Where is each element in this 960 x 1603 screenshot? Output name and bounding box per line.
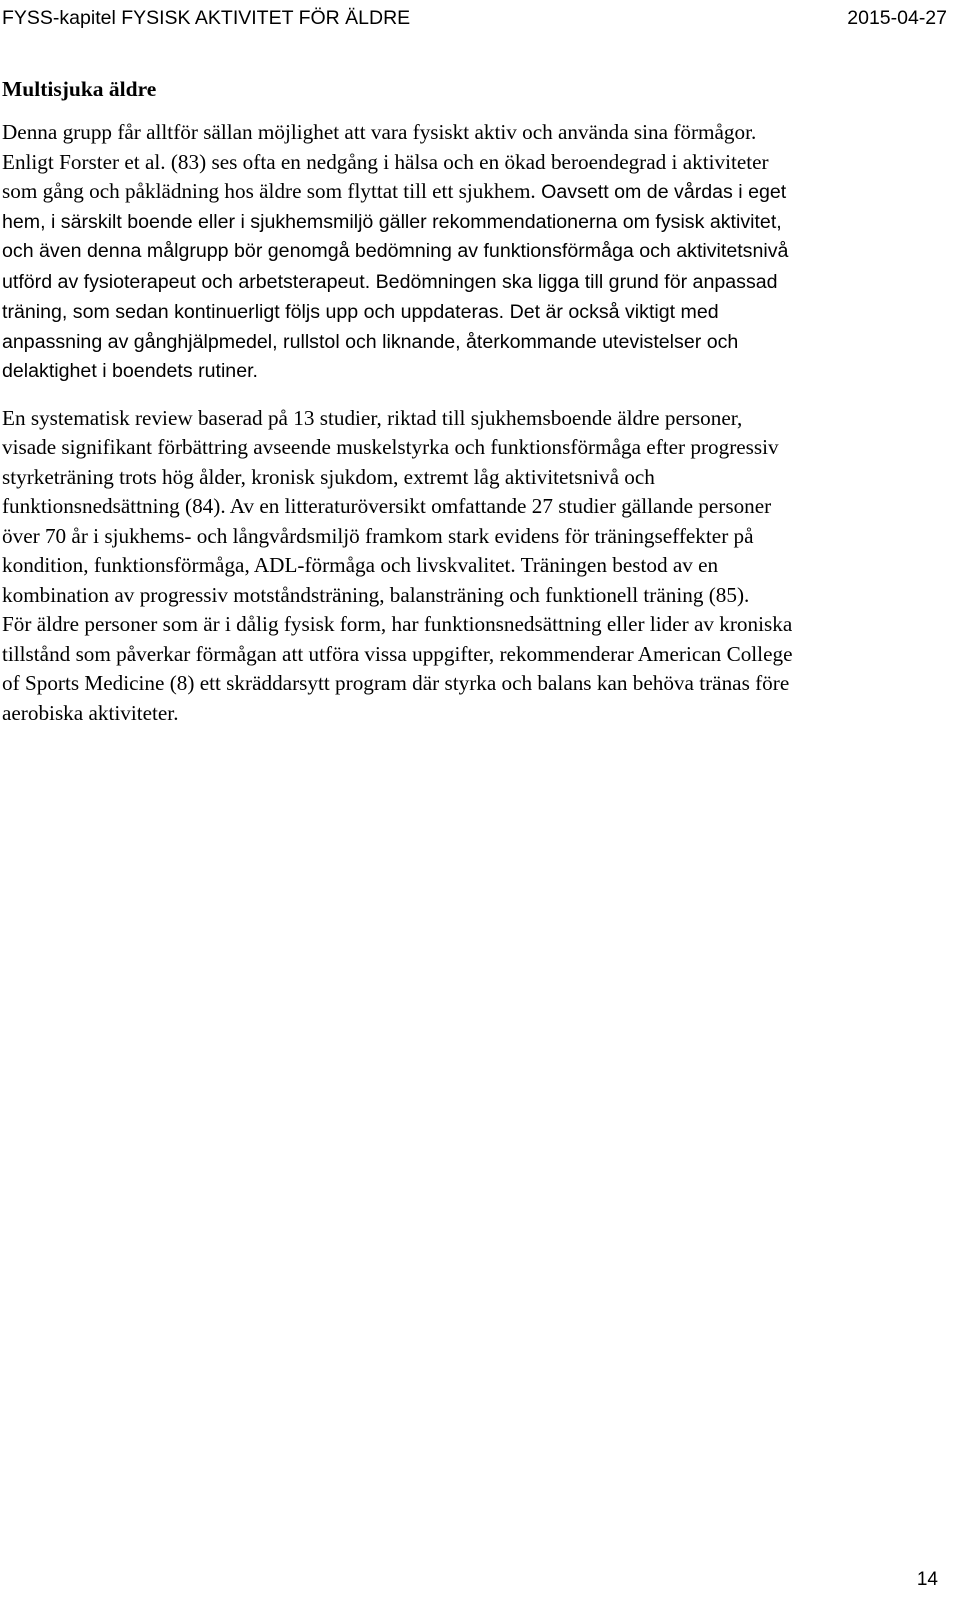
text-line: kondition, funktionsförmåga, ADL-förmåga och livskvalitet. Träningen bestod av en	[2, 553, 719, 577]
text-line: styrketräning trots hög ålder, kronisk sjukdom, extremt låg aktivitetsnivå och	[2, 464, 655, 489]
text-line: delaktighet i boendets rutiner.	[2, 360, 258, 382]
text-line: För äldre personer som är i dålig fysisk form, har funktionsnedsättning eller lider av kroniska	[2, 612, 793, 636]
text-line: tillstånd som påverkar förmågan att utföra vissa uppgifter, rekommenderar American College	[2, 641, 793, 666]
text-line: funktionsnedsättning (84). Av en litteraturöversikt omfattande 27 studier gällande personer	[2, 494, 772, 518]
text-line	[2, 177, 950, 208]
document-date: 2015-04-27	[847, 7, 947, 29]
text-line: Denna grupp får alltför sällan möjlighet att vara fysiskt aktiv och använda sina förmågor.	[2, 120, 757, 144]
text-line	[2, 267, 950, 298]
text-line: kombination av progressiv motståndsträning, balansträning och funktionell träning (85).	[2, 582, 750, 607]
text-line	[2, 297, 950, 328]
text-line: Enligt Forster et al. (83) ses ofta en nedgång i hälsa och en ökad beroendegrad i aktiviteter	[2, 149, 769, 174]
section-heading: Multisjuka äldre	[2, 77, 157, 101]
page-number: 14	[916, 1569, 938, 1590]
text-segment-sans: träning, som sedan kontinuerligt följs upp och uppdateras.	[2, 301, 505, 323]
text-line: visade signifikant förbättring avseende muskelstyrka och funktionsförmåga efter progressiv	[2, 435, 779, 459]
text-line: of Sports Medicine (8) ett skräddarsytt program där styrka och balans kan behöva tränas före	[2, 671, 790, 695]
paragraph-multisick-elderly	[2, 118, 950, 387]
document-body	[2, 74, 950, 728]
text-segment-sans: utförd av fysioterapeut och arbetsterapeut.	[2, 270, 371, 293]
text-segment-sans: Oavsett om de vårdas i eget	[535, 181, 787, 203]
text-segment-sans: Bedömningen ska ligga till grund för anpassad	[370, 270, 778, 293]
text-line: anpassning av gånghjälpmedel, rullstol och liknande, återkommande utevistelser och	[2, 330, 739, 353]
text-line: och även denna målgrupp bör genomgå bedömning av funktionsförmåga och aktivitetsnivå	[2, 240, 789, 262]
paragraph-systematic-review	[2, 404, 950, 729]
page-header	[0, 0, 947, 36]
text-line: över 70 år i sjukhems- och långvårdsmiljö framkom stark evidens för träningseffekter på	[2, 523, 754, 548]
text-segment: som gång och påklädning hos äldre som flyttat till ett sjukhem.	[2, 179, 536, 203]
text-line: hem, i särskilt boende eller i sjukhemsmiljö gäller rekommendationerna om fysisk aktivitet,	[2, 210, 782, 233]
text-segment-sans: Det är också viktigt med	[504, 301, 719, 323]
text-line: aerobiska aktiviteter.	[2, 700, 179, 725]
document-title: FYSS-kapitel FYSISK AKTIVITET FÖR ÄLDRE	[2, 7, 411, 29]
text-line: En systematisk review baserad på 13 studier, riktad till sjukhemsboende äldre personer,	[2, 405, 743, 430]
